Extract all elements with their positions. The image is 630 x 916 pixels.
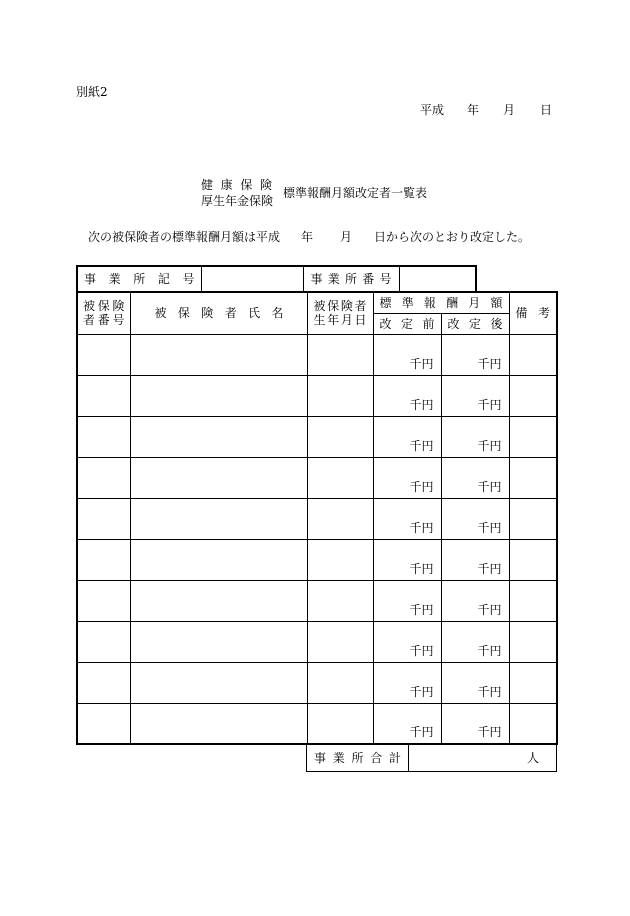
birth-date-cell <box>307 539 373 580</box>
thousand-yen-unit: 千円 <box>409 561 434 576</box>
thousand-yen-unit: 千円 <box>477 561 502 576</box>
table-row <box>77 621 557 662</box>
date-month-unit: 月 <box>503 103 516 117</box>
remarks-cell <box>509 457 557 498</box>
insured-name-cell <box>130 457 307 498</box>
thousand-yen-unit: 千円 <box>477 397 502 412</box>
date-day-unit: 日 <box>540 103 553 117</box>
office-symbol-label-cell <box>77 266 201 291</box>
office-number-label-cell <box>303 266 399 291</box>
header-standard-remuneration <box>373 292 509 313</box>
remuneration-before-cell <box>373 662 441 703</box>
remarks-cell <box>509 662 557 703</box>
insured-name-cell <box>130 621 307 662</box>
header-after-revision <box>441 313 509 334</box>
table-row <box>77 539 557 580</box>
remarks-cell <box>509 539 557 580</box>
insured-number-cell <box>77 703 130 744</box>
remuneration-after-cell <box>441 375 509 416</box>
birth-date-cell <box>307 457 373 498</box>
remuneration-after-cell <box>441 334 509 375</box>
thousand-yen-unit: 千円 <box>409 602 434 617</box>
thousand-yen-unit: 千円 <box>409 643 434 658</box>
remuneration-before-cell <box>373 580 441 621</box>
remarks-cell <box>509 498 557 539</box>
header-birth-date-line1: 被保険者 <box>313 299 367 314</box>
thousand-yen-unit: 千円 <box>409 397 434 412</box>
remarks-cell <box>509 375 557 416</box>
insured-name-cell <box>130 539 307 580</box>
thousand-yen-unit: 千円 <box>477 725 502 739</box>
thousand-yen-unit: 千円 <box>409 356 434 371</box>
header-remarks <box>509 292 557 334</box>
table-row <box>77 662 557 703</box>
remarks-cell <box>509 580 557 621</box>
date-year-unit: 年 <box>467 103 480 117</box>
birth-date-cell <box>307 703 373 744</box>
header-insured-number-line2: 者番号 <box>83 313 125 328</box>
insured-number-cell <box>77 498 130 539</box>
office-total-value-cell <box>409 745 557 772</box>
insured-number-cell <box>77 416 130 457</box>
thousand-yen-unit: 千円 <box>409 725 434 739</box>
thousand-yen-unit: 千円 <box>477 479 502 494</box>
birth-date-cell <box>307 498 373 539</box>
remarks-cell <box>509 621 557 662</box>
thousand-yen-unit: 千円 <box>409 520 434 535</box>
remuneration-after-cell <box>441 457 509 498</box>
header-insured-number <box>77 292 130 334</box>
attachment-label: 別紙2 <box>76 85 108 99</box>
table-row <box>77 703 557 744</box>
insured-number-cell <box>77 457 130 498</box>
remuneration-before-cell <box>373 416 441 457</box>
insured-number-cell <box>77 662 130 703</box>
birth-date-cell <box>307 334 373 375</box>
insured-number-cell <box>77 375 130 416</box>
remarks-cell <box>509 416 557 457</box>
office-info-row <box>77 266 476 291</box>
insured-list-table <box>76 291 558 745</box>
header-after-revision-label: 改定後 <box>447 316 503 331</box>
thousand-yen-unit: 千円 <box>477 684 502 699</box>
table-row <box>77 580 557 621</box>
header-birth-date <box>307 292 373 334</box>
office-total-label-cell <box>307 745 409 772</box>
header-before-revision-label: 改定前 <box>379 316 435 331</box>
thousand-yen-unit: 千円 <box>477 438 502 453</box>
remuneration-after-cell <box>441 662 509 703</box>
statement-text-start: 次の被保険者の標準報酬月額は平成 <box>88 230 281 244</box>
insured-number-cell <box>77 580 130 621</box>
date-era: 平成 <box>420 103 445 117</box>
header-before-revision <box>373 313 441 334</box>
office-info-table <box>76 265 477 291</box>
revision-list-form <box>76 265 556 772</box>
table-row <box>77 416 557 457</box>
remuneration-after-cell <box>441 703 509 744</box>
remuneration-after-cell <box>441 621 509 662</box>
thousand-yen-unit: 千円 <box>477 602 502 617</box>
remuneration-before-cell <box>373 498 441 539</box>
office-total-table <box>306 745 557 772</box>
thousand-yen-unit: 千円 <box>477 356 502 371</box>
birth-date-cell <box>307 375 373 416</box>
remuneration-before-cell <box>373 334 441 375</box>
office-number-label: 事業所番号 <box>310 272 392 286</box>
insured-name-cell <box>130 334 307 375</box>
thousand-yen-unit: 千円 <box>409 438 434 453</box>
insured-name-cell <box>130 375 307 416</box>
insured-number-cell <box>77 539 130 580</box>
birth-date-cell <box>307 662 373 703</box>
statement-text-end: 日から次のとおり改定した。 <box>374 230 531 244</box>
birth-date-cell <box>307 416 373 457</box>
header-insured-name <box>130 292 307 334</box>
remuneration-after-cell <box>441 539 509 580</box>
remuneration-before-cell <box>373 539 441 580</box>
birth-date-cell <box>307 621 373 662</box>
office-symbol-label: 事業所記号 <box>84 272 195 286</box>
table-row <box>77 498 557 539</box>
remuneration-before-cell <box>373 621 441 662</box>
header-remarks-label: 備考 <box>515 306 551 321</box>
remuneration-after-cell <box>441 498 509 539</box>
header-insured-name-label: 被保険者氏名 <box>154 306 284 321</box>
insured-number-cell <box>77 334 130 375</box>
insured-name-cell <box>130 416 307 457</box>
insured-name-cell <box>130 662 307 703</box>
remuneration-after-cell <box>441 580 509 621</box>
insured-name-cell <box>130 703 307 744</box>
office-total-label: 事業所合計 <box>314 751 401 765</box>
birth-date-cell <box>307 580 373 621</box>
remarks-cell <box>509 334 557 375</box>
header-birth-date-line2: 生年月日 <box>313 313 367 328</box>
remuneration-before-cell <box>373 457 441 498</box>
office-number-value-cell <box>399 266 476 291</box>
remuneration-before-cell <box>373 703 441 744</box>
remuneration-after-cell <box>441 416 509 457</box>
insured-name-cell <box>130 580 307 621</box>
person-count-unit: 人 <box>526 751 539 765</box>
insurance-type-pension: 厚生年金保険 <box>201 194 274 208</box>
statement-month-unit: 月 <box>340 230 353 244</box>
insured-number-cell <box>77 621 130 662</box>
thousand-yen-unit: 千円 <box>477 643 502 658</box>
insurance-type-health: 健康保険 <box>201 178 272 192</box>
remuneration-before-cell <box>373 375 441 416</box>
header-insured-number-line1: 被保険 <box>83 299 125 314</box>
remarks-cell <box>509 703 557 744</box>
thousand-yen-unit: 千円 <box>409 479 434 494</box>
statement-year-unit: 年 <box>301 230 314 244</box>
header-row <box>77 292 557 313</box>
insured-name-cell <box>130 498 307 539</box>
page-title: 標準報酬月額改定者一覧表 <box>283 186 428 200</box>
table-row <box>77 457 557 498</box>
thousand-yen-unit: 千円 <box>477 520 502 535</box>
table-row <box>77 334 557 375</box>
table-row <box>77 375 557 416</box>
office-total-row <box>307 745 557 772</box>
header-standard-remuneration-label: 標準報酬月額 <box>379 295 503 310</box>
thousand-yen-unit: 千円 <box>409 684 434 699</box>
office-symbol-value-cell <box>201 266 303 291</box>
insured-rows <box>77 334 557 744</box>
